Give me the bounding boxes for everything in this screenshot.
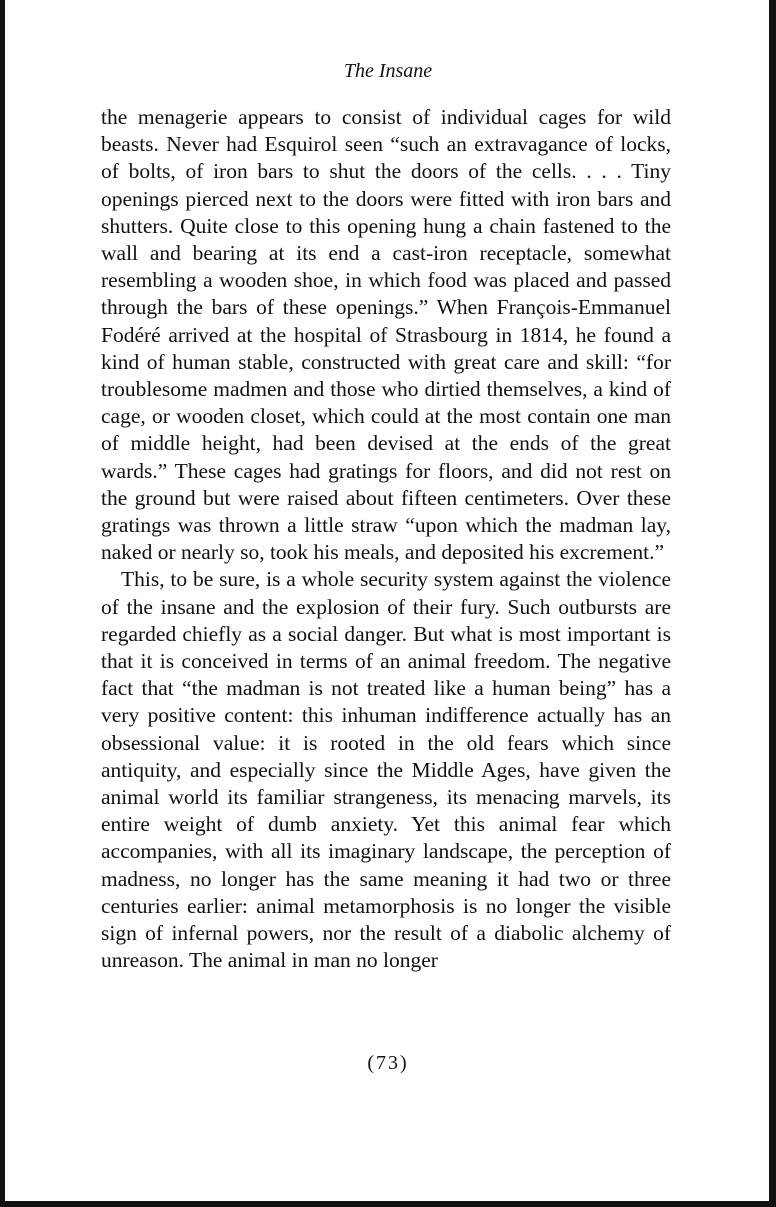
scan-border-bottom bbox=[0, 1201, 776, 1207]
paragraph: This, to be sure, is a whole security system against the violence of the insane and the explosion of their fury. Such outbursts are regarded chiefly as a social danger. But what is most important is that it is conceived in terms of an animal freedom. The negative fact that “the madman is not treated like a human being” has a very positive content: this inhuman indifference actually has an obsessional value: it is rooted in the old fears which since antiquity, and especially since the Middle Ages, have given the animal world its familiar strangeness, its menacing marvels, its entire weight of dumb anxiety. Yet this animal fear which accompanies, with all its imaginary landscape, the perception of madness, no longer has the same meaning it had two or three centuries earlier: animal metamorphosis is no longer the visible sign of infernal powers, nor the result of a diabolic alchemy of unreason. The animal in man no longer bbox=[101, 567, 671, 973]
body-text bbox=[101, 104, 671, 975]
paragraph: the menagerie appears to consist of individual cages for wild beasts. Never had Esquirol seen “such an extravagance of locks, of bolts, of iron bars to shut the doors of the cells. . . . Tiny openings pierced next to the doors were fitted with iron bars and shutters. Quite close to this opening hung a chain fastened to the wall and bearing at its end a cast-iron receptacle, somewhat resembling a wooden shoe, in which food was placed and passed through the bars of these openings.” When François-Emmanuel Fodéré arrived at the hospital of Strasbourg in 1814, he found a kind of human stable, constructed with great care and skill: “for troublesome madmen and those who dirtied themselves, a kind of cage, or wooden closet, which could at the most contain one man of middle height, had been devised at the ends of the great wards.” These cages had gratings for floors, and did not rest on the ground but were raised about fifteen centimeters. Over these gratings was thrown a little straw “upon which the madman lay, naked or nearly so, took his meals, and deposited his excrement.” bbox=[101, 105, 671, 565]
page-number: (73) bbox=[367, 1052, 409, 1074]
scan-border-right bbox=[769, 0, 776, 1207]
running-head: The Insane bbox=[343, 60, 433, 82]
scan-border-left bbox=[0, 0, 5, 1207]
